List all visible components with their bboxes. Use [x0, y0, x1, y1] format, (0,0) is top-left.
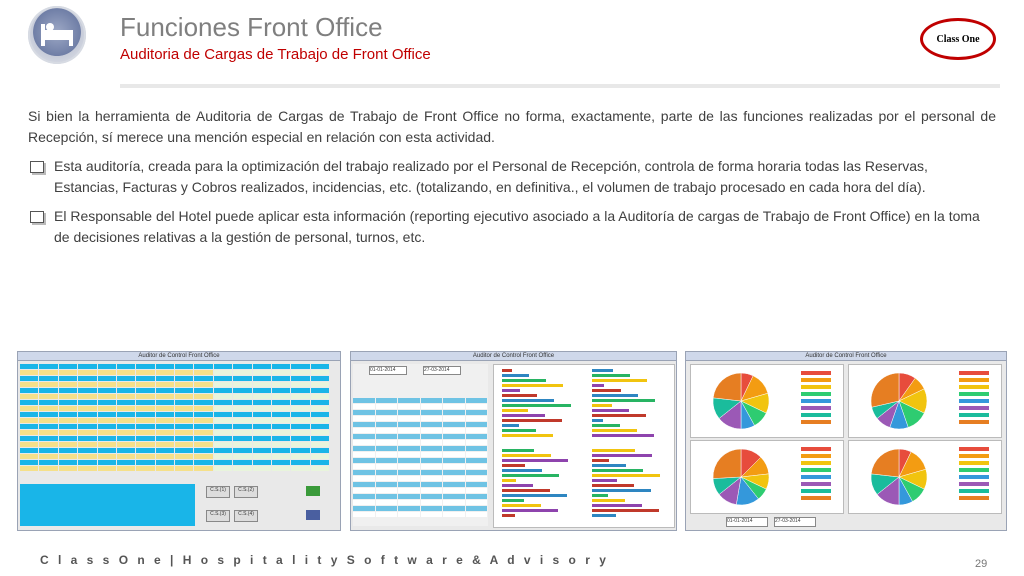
pie-panel: [690, 440, 844, 514]
pie-chart: [691, 441, 843, 513]
bar: [502, 459, 568, 462]
bar: [502, 469, 542, 472]
grid-row: [353, 458, 488, 463]
grid-row: [20, 394, 330, 399]
checkbox-bullet-icon: [30, 211, 44, 223]
bar: [502, 374, 529, 377]
page-subtitle: Auditoria de Cargas de Trabajo de Front Office: [120, 46, 431, 63]
class-one-logo: [920, 18, 996, 60]
legend-swatch: [959, 406, 989, 410]
pie-slice: [713, 373, 741, 401]
bar: [502, 454, 551, 457]
legend-swatch: [959, 475, 989, 479]
pie-chart: [849, 365, 1001, 437]
bar-chart: [588, 369, 670, 441]
date-to-input[interactable]: 27-03-2014: [423, 366, 461, 375]
legend-swatch: [801, 489, 831, 493]
bar: [502, 479, 516, 482]
grid-row: [20, 388, 330, 393]
bar: [502, 404, 571, 407]
grid-row: [20, 412, 330, 417]
grid-row: [20, 460, 330, 465]
date-to-input[interactable]: 27-03-2014: [774, 517, 816, 527]
bullet-text: Esta auditoría, creada para la optimización del trabajo realizado por el Personal de Recepción, controla de forma horaria todas las Reservas, Estancias, Facturas y Cobros realizados, incidencias, etc. (totalizando, en definitiva., el volumen de trabajo procesado en cada hora del día).: [54, 158, 928, 195]
grid-row: [20, 442, 330, 447]
grid-row: [20, 370, 330, 375]
hourly-grid: [353, 398, 488, 526]
grid-row: [353, 452, 488, 457]
bar: [502, 464, 525, 467]
bullet-text: El Responsable del Hotel puede aplicar esta información (reporting ejecutivo asociado a la Auditoría de cargas de Trabajo de Front Office) en la toma de decisiones relativas a la gestión de personal, turnos, etc.: [54, 208, 980, 245]
legend-swatch: [801, 461, 831, 465]
grid-row: [20, 406, 330, 411]
bar: [502, 474, 559, 477]
grid-row: [353, 410, 488, 415]
bar: [592, 404, 612, 407]
grid-row: [353, 506, 488, 511]
bar-chart: [498, 369, 580, 441]
hotel-logo: [28, 6, 86, 64]
grid-row: [20, 436, 330, 441]
bar: [592, 509, 659, 512]
pie-panel: [848, 364, 1002, 438]
bar: [502, 449, 534, 452]
grid-row: [353, 434, 488, 439]
cs3-button[interactable]: C.S.(3): [206, 510, 230, 522]
cs4-button[interactable]: C.S.(4): [234, 510, 258, 522]
bar: [502, 389, 520, 392]
main-content: [28, 106, 996, 256]
bar: [592, 399, 655, 402]
legend-swatch: [801, 399, 831, 403]
bar: [502, 424, 519, 427]
cs2-button[interactable]: C.S.(2): [234, 486, 258, 498]
bullet-item: [28, 206, 996, 248]
excel-icon[interactable]: [306, 486, 320, 496]
grid-row: [353, 422, 488, 427]
legend-swatch: [959, 399, 989, 403]
bar: [592, 434, 654, 437]
pie-slice: [713, 449, 741, 479]
grid-row: [20, 424, 330, 429]
bar: [502, 509, 558, 512]
screenshot-audit-grid: [17, 351, 341, 531]
legend-swatch: [959, 454, 989, 458]
legend-swatch: [801, 406, 831, 410]
grid-row: [353, 476, 488, 481]
bar: [592, 469, 643, 472]
legend-swatch: [801, 475, 831, 479]
cs1-button[interactable]: C.S.(1): [206, 486, 230, 498]
bar: [592, 499, 625, 502]
bar: [502, 434, 553, 437]
window-title: Auditor de Control Front Office: [18, 352, 340, 361]
bar: [502, 494, 567, 497]
grid-row: [353, 464, 488, 469]
legend-swatch: [801, 392, 831, 396]
grid-row: [353, 440, 488, 445]
page-title: Funciones Front Office: [120, 12, 383, 42]
bar: [502, 409, 528, 412]
grid-row: [353, 494, 488, 499]
grid-row: [353, 404, 488, 409]
bar: [502, 429, 536, 432]
footer-tagline: C l a s s O n e | H o s p i t a l i t y S o f t w a r e & A d v i s o r y: [40, 553, 609, 567]
bar: [502, 504, 541, 507]
grid-row: [20, 430, 330, 435]
pie-chart: [849, 441, 1001, 513]
intro-paragraph: Si bien la herramienta de Auditoria de Cargas de Trabajo de Front Office no forma, exactamente, parte de las funciones realizadas por el personal de Recepción, sí merece una mención especial en relación con esta actividad.: [28, 108, 996, 145]
bar: [502, 499, 524, 502]
bar: [592, 414, 646, 417]
grid-row: [353, 482, 488, 487]
legend-swatch: [801, 371, 831, 375]
bar: [502, 379, 546, 382]
legend-swatch: [959, 461, 989, 465]
grid-row: [20, 364, 330, 369]
audit-data-grid: [20, 364, 330, 464]
page-number: 29: [975, 558, 988, 570]
bar: [502, 419, 562, 422]
bar: [592, 384, 604, 387]
bar: [592, 409, 629, 412]
bar: [502, 484, 533, 487]
date-from-input[interactable]: 01-01-2014: [726, 517, 768, 527]
bar: [592, 489, 651, 492]
hotel-bed-icon: [37, 16, 77, 52]
bar: [592, 449, 635, 452]
bar: [592, 379, 647, 382]
legend-swatch: [801, 496, 831, 500]
legend-swatch: [801, 468, 831, 472]
bar: [592, 494, 608, 497]
print-icon[interactable]: [306, 510, 320, 520]
bar: [502, 414, 545, 417]
grid-row: [353, 470, 488, 475]
bar: [592, 504, 642, 507]
legend-swatch: [959, 489, 989, 493]
grid-row: [353, 398, 488, 403]
legend-swatch: [959, 385, 989, 389]
bar: [592, 479, 617, 482]
pie-slice: [871, 449, 899, 477]
window-title: Auditor de Control Front Office: [686, 352, 1006, 361]
bar: [592, 424, 620, 427]
grid-row: [353, 428, 488, 433]
window-title: Auditor de Control Front Office: [351, 352, 676, 361]
grid-row: [20, 466, 330, 471]
bar: [592, 514, 616, 517]
grid-row: [20, 376, 330, 381]
bar: [592, 459, 609, 462]
legend-swatch: [959, 420, 989, 424]
grid-row: [20, 448, 330, 453]
bar: [502, 394, 537, 397]
bar-charts-area: [493, 364, 675, 528]
grid-row: [353, 446, 488, 451]
bar: [502, 489, 550, 492]
legend-swatch: [959, 468, 989, 472]
grid-row: [353, 488, 488, 493]
grid-buttons: [206, 486, 336, 526]
legend-swatch: [959, 371, 989, 375]
date-from-input[interactable]: 01-01-2014: [369, 366, 407, 375]
bar: [502, 514, 515, 517]
brand-logo-text: Class One: [936, 33, 980, 45]
screenshot-audit-pies: [685, 351, 1007, 531]
bar: [502, 384, 563, 387]
bar: [592, 374, 630, 377]
legend-swatch: [801, 447, 831, 451]
pie-panel: [848, 440, 1002, 514]
legend-swatch: [959, 482, 989, 486]
bar-chart: [498, 449, 580, 521]
bar: [592, 454, 652, 457]
bar: [592, 484, 634, 487]
screenshot-audit-bars: [350, 351, 677, 531]
legend-swatch: [959, 413, 989, 417]
bar: [592, 419, 603, 422]
grid-row: [353, 500, 488, 505]
grid-row: [20, 400, 330, 405]
bar: [592, 389, 621, 392]
checkbox-bullet-icon: [30, 161, 44, 173]
legend-swatch: [801, 454, 831, 458]
bullet-item: [28, 156, 996, 198]
pie-chart: [691, 365, 843, 437]
bar: [592, 429, 637, 432]
grid-row: [353, 416, 488, 421]
legend-swatch: [959, 496, 989, 500]
grid-row: [353, 512, 488, 517]
legend-swatch: [801, 413, 831, 417]
filter-panel: [353, 364, 488, 526]
totals-grid: [20, 484, 195, 526]
pie-panel: [690, 364, 844, 438]
legend-swatch: [801, 378, 831, 382]
legend-swatch: [801, 482, 831, 486]
legend-swatch: [959, 392, 989, 396]
bar: [592, 474, 660, 477]
grid-row: [20, 454, 330, 459]
bar: [502, 399, 554, 402]
pie-slice: [871, 373, 899, 407]
bar: [592, 394, 638, 397]
grid-row: [20, 418, 330, 423]
bar: [502, 369, 512, 372]
bar-chart: [588, 449, 670, 521]
legend-swatch: [959, 447, 989, 451]
bar: [592, 369, 613, 372]
legend-swatch: [959, 378, 989, 382]
grid-row: [20, 382, 330, 387]
legend-swatch: [801, 420, 831, 424]
legend-swatch: [801, 385, 831, 389]
header-divider: [120, 84, 1000, 88]
bar: [592, 464, 626, 467]
